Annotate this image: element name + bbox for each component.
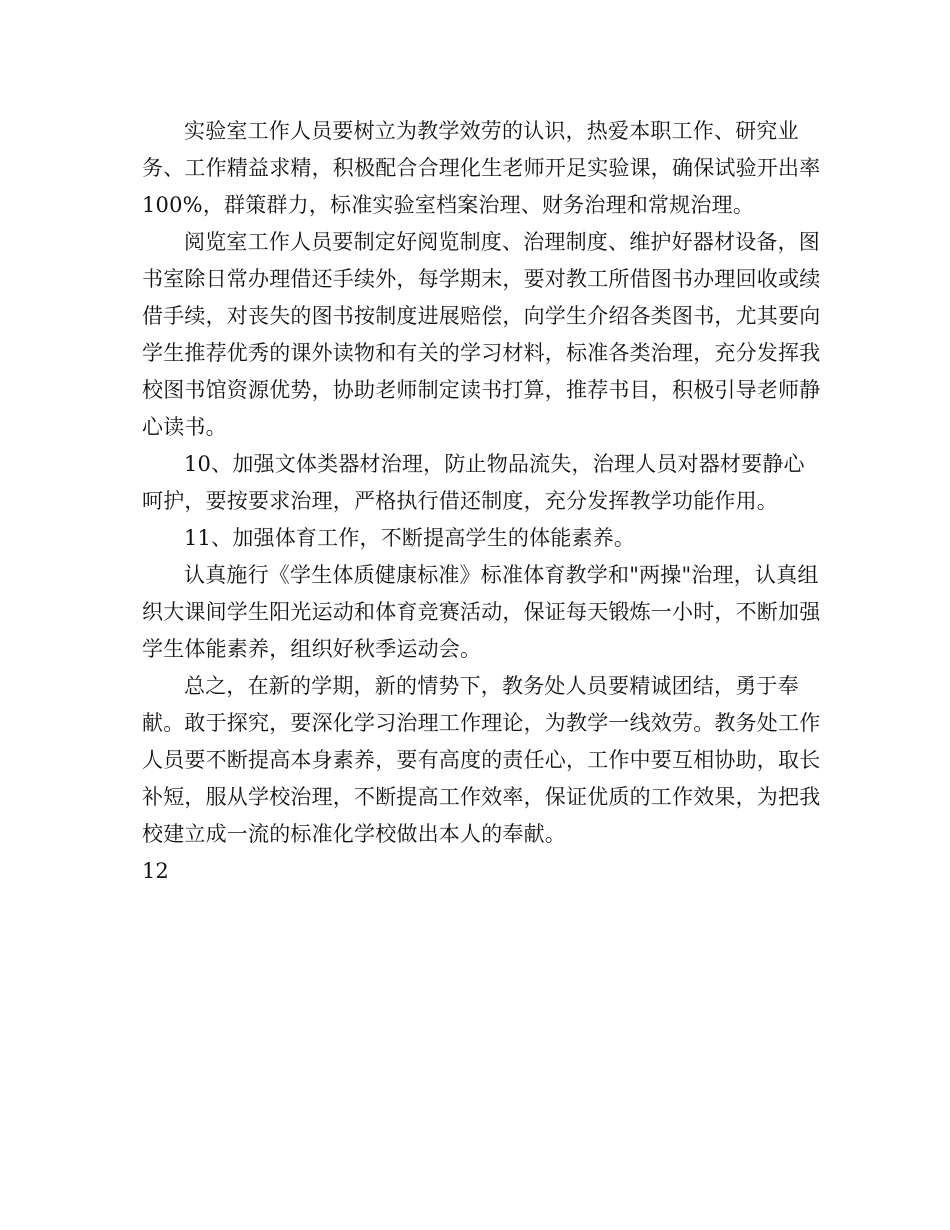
paragraph-conclusion: 总之，在新的学期，新的情势下，教务处人员要精诚团结，勇于奉献。敢于探究，要深化学习治理工作理论，为教学一线效劳。教务处工作人员要不断提高本身素养，要有高度的责任心，工作中要互相协助，取长补短，服从学校治理，不断提高工作效率，保证优质的工作效果，为把我校建立成一流的标准化学校做出本人的奉献。 [142, 674, 821, 846]
page-number: 12 [142, 859, 169, 883]
document-body [142, 113, 822, 890]
paragraph-health-standard: 认真施行《学生体质健康标准》标准体育教学和"两操"治理，认真组织大课间学生阳光运动和体育竞赛活动，保证每天锻炼一小时，不断加强学生体能素养，组织好秋季运动会。 [142, 563, 821, 661]
paragraph-item-10: 10、加强文体类器材治理，防止物品流失，治理人员对器材要静心呵护，要按要求治理，严格执行借还制度，充分发挥教学功能作用。 [142, 452, 805, 513]
paragraph-item-11: 11、加强体育工作，不断提高学生的体能素养。 [184, 526, 636, 550]
paragraph-reading-room: 阅览室工作人员要制定好阅览制度、治理制度、维护好器材设备，图书室除日常办理借还手续外，每学期末，要对教工所借图书办理回收或续借手续，对丧失的图书按制度进展赔偿，向学生介绍各类图书，尤其要向学生推荐优秀的课外读物和有关的学习材料，标准各类治理，充分发挥我校图书馆资源优势，协助老师制定读书打算，推荐书目，积极引导老师静心读书。 [142, 230, 821, 439]
paragraph-lab-staff: 实验室工作人员要树立为教学效劳的认识，热爱本职工作、研究业务、工作精益求精，积极配合合理化生老师开足实验课，确保试验开出率100%，群策群力，标准实验室档案治理、财务治理和常规治理。 [142, 119, 821, 217]
